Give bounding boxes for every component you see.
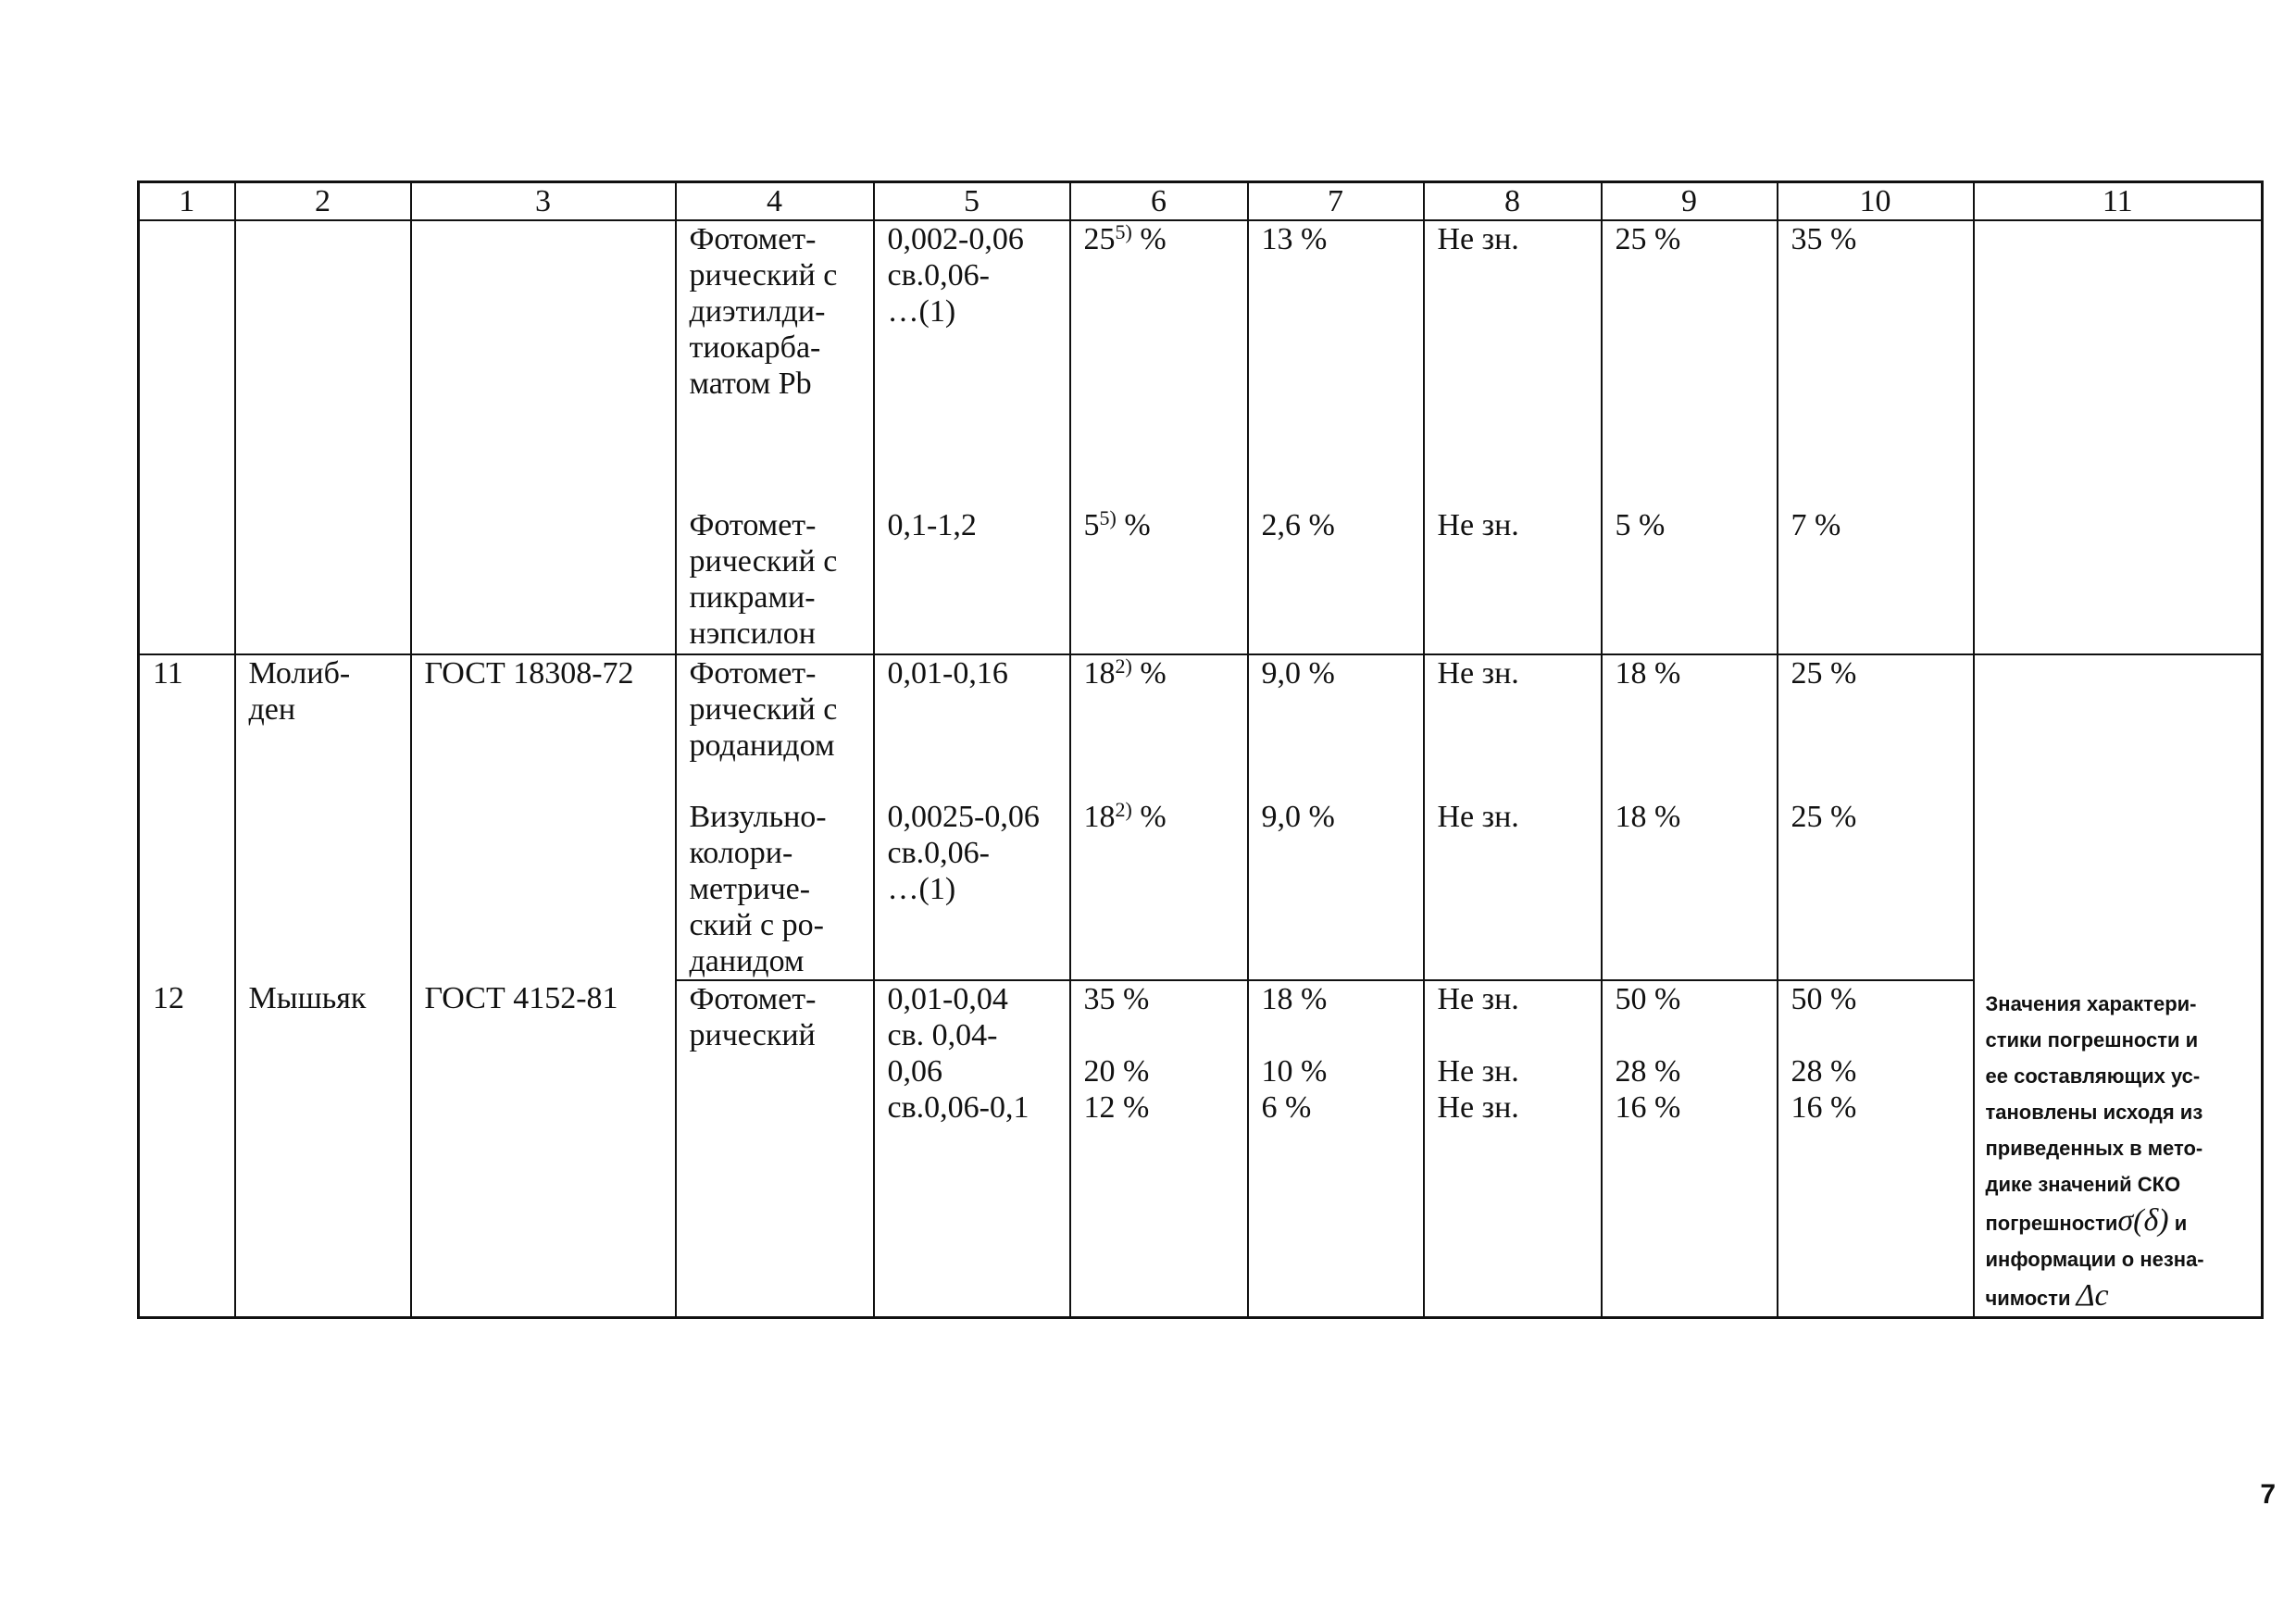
- table-row: [139, 980, 2263, 1318]
- footnote-mark: 5): [1115, 220, 1132, 243]
- range-cell: 0,1-1,2: [874, 507, 1070, 654]
- standard-cell: [411, 507, 676, 654]
- col6-value: 18: [1083, 800, 1116, 834]
- col10-cell: 35 %: [1778, 220, 1974, 507]
- col9-cell: 5 %: [1602, 507, 1778, 654]
- col7-cell: [1248, 980, 1424, 1318]
- col6-cell: [1070, 507, 1248, 654]
- number-cell: [139, 507, 235, 654]
- col7-cell: 2,6 %: [1248, 507, 1424, 654]
- col6-value: 18: [1083, 656, 1116, 691]
- header-cell: 7: [1248, 182, 1424, 221]
- method-cell: Фотомет- рический с диэтилди- тиокарба- матом Pb: [676, 220, 874, 507]
- col8-cell: Не зн.: [1424, 654, 1602, 799]
- note-text: Значения характери- стики погрешности и ее составляющих ус- тановлены исходя из приведенных в мето- дике значений СКО погрешности: [1985, 992, 2203, 1235]
- note-text-cont: и информации о незна- чимости: [1985, 1212, 2204, 1310]
- note-cell: [1974, 980, 2263, 1318]
- col9-cell: 25 %: [1602, 220, 1778, 507]
- footnote-mark: 5): [1099, 506, 1117, 529]
- header-cell: 8: [1424, 182, 1602, 221]
- col6-cell: [1070, 654, 1248, 799]
- col7-cell: 13 %: [1248, 220, 1424, 507]
- standard-cell: [411, 220, 676, 507]
- number-cell: 11: [139, 654, 235, 980]
- col7-cell: 9,0 %: [1248, 654, 1424, 799]
- methods-table: [137, 180, 2264, 1319]
- col6-value: 12 %: [1083, 1090, 1150, 1125]
- range-cell: 0,002-0,06 св.0,06- …(1): [874, 220, 1070, 507]
- col8-value: Не зн.: [1437, 1054, 1519, 1089]
- header-cell: 4: [676, 182, 874, 221]
- col8-cell: Не зн.: [1424, 799, 1602, 980]
- col6-value: 5: [1083, 508, 1100, 542]
- table-row: [139, 220, 2263, 507]
- col10-cell: [1778, 980, 1974, 1318]
- header-cell: 3: [411, 182, 676, 221]
- col9-cell: [1602, 980, 1778, 1318]
- table-row: [139, 507, 2263, 654]
- delta-symbol: Δс: [2076, 1278, 2109, 1313]
- col9-value: 16 %: [1615, 1090, 1681, 1125]
- standard-cell: ГОСТ 4152-81: [411, 980, 676, 1318]
- note-cell: [1974, 507, 2263, 654]
- element-cell: [235, 507, 411, 654]
- col6-cell: [1070, 980, 1248, 1318]
- range-cell: 0,0025-0,06 св.0,06- …(1): [874, 799, 1070, 980]
- col8-cell: [1424, 980, 1602, 1318]
- element-cell: Молиб- ден: [235, 654, 411, 980]
- footnote-mark: 2): [1115, 654, 1132, 678]
- col7-value: 6 %: [1261, 1090, 1312, 1125]
- method-cell: Фотомет- рический с роданидом: [676, 654, 874, 799]
- col10-cell: 25 %: [1778, 654, 1974, 799]
- col7-cell: 9,0 %: [1248, 799, 1424, 980]
- standard-cell: ГОСТ 18308-72: [411, 654, 676, 980]
- col8-value: Не зн.: [1437, 982, 1519, 1016]
- element-cell: Мышьяк: [235, 980, 411, 1318]
- col6-cell: [1070, 220, 1248, 507]
- header-cell: 9: [1602, 182, 1778, 221]
- header-cell: 6: [1070, 182, 1248, 221]
- footnote-mark: 2): [1115, 798, 1132, 821]
- col9-cell: 18 %: [1602, 799, 1778, 980]
- header-cell: 1: [139, 182, 235, 221]
- col6-unit: %: [1116, 508, 1151, 542]
- table-row: [139, 654, 2263, 799]
- col6-value: 20 %: [1083, 1054, 1150, 1089]
- header-cell: 11: [1974, 182, 2263, 221]
- col7-value: 18 %: [1261, 982, 1328, 1016]
- col10-cell: 7 %: [1778, 507, 1974, 654]
- col6-unit: %: [1131, 800, 1167, 834]
- col9-cell: 18 %: [1602, 654, 1778, 799]
- col6-unit: %: [1131, 656, 1167, 691]
- col6-cell: [1070, 799, 1248, 980]
- col9-value: 50 %: [1615, 982, 1681, 1016]
- number-cell: [139, 220, 235, 507]
- element-cell: [235, 220, 411, 507]
- method-cell: Фотомет- рический с пикрами- нэпсилон: [676, 507, 874, 654]
- col9-value: 28 %: [1615, 1054, 1681, 1089]
- header-cell: 2: [235, 182, 411, 221]
- col10-value: 50 %: [1791, 982, 1857, 1016]
- method-cell: Визульно- колори- метриче- ский с ро- данидом: [676, 799, 874, 980]
- col7-value: 10 %: [1261, 1054, 1328, 1089]
- col8-cell: Не зн.: [1424, 507, 1602, 654]
- note-cell: [1974, 654, 2263, 980]
- number-cell: 12: [139, 980, 235, 1318]
- note-cell: [1974, 220, 2263, 507]
- range-cell: 0,01-0,04 св. 0,04- 0,06 св.0,06-0,1: [874, 980, 1070, 1318]
- col10-value: 28 %: [1791, 1054, 1857, 1089]
- page-number: 7: [2260, 1479, 2276, 1510]
- col8-cell: Не зн.: [1424, 220, 1602, 507]
- method-cell: Фотомет- рический: [676, 980, 874, 1318]
- col6-value: 25: [1083, 222, 1116, 256]
- range-cell: 0,01-0,16: [874, 654, 1070, 799]
- sigma-symbol: σ(δ): [2117, 1203, 2169, 1238]
- col6-unit: %: [1131, 222, 1167, 256]
- header-cell: 10: [1778, 182, 1974, 221]
- col10-value: 16 %: [1791, 1090, 1857, 1125]
- col6-value: 35 %: [1083, 982, 1150, 1016]
- header-row: [139, 182, 2263, 221]
- col8-value: Не зн.: [1437, 1090, 1519, 1125]
- col10-cell: 25 %: [1778, 799, 1974, 980]
- header-cell: 5: [874, 182, 1070, 221]
